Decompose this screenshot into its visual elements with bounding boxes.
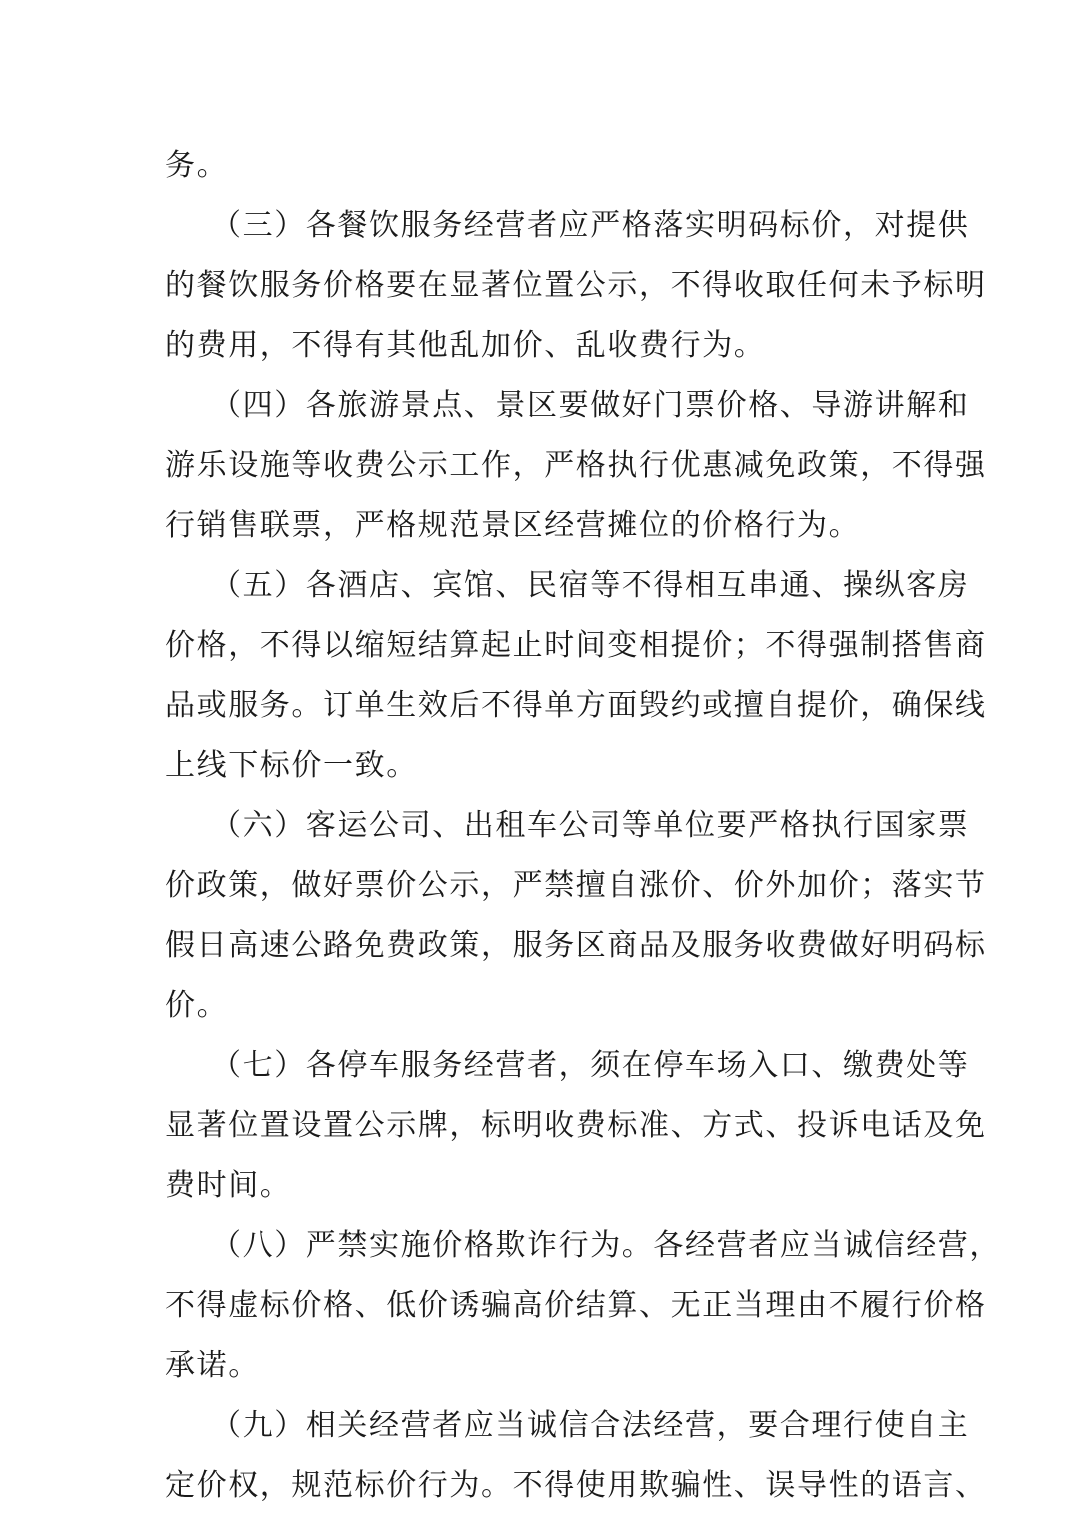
- paragraph-item-3: [165, 196, 987, 376]
- text-line: （八）严禁实施价格欺诈行为。各经营者应当诚信经营，: [211, 1228, 1001, 1263]
- paragraph-item-9: [165, 1396, 987, 1516]
- text-line: 费时间。: [165, 1168, 292, 1203]
- text-line: 上线下标价一致。: [165, 748, 418, 783]
- paragraph-continuation: [165, 136, 913, 196]
- text-line: （七）各停车服务经营者，须在停车场入口、缴费处等: [211, 1048, 970, 1083]
- text-line: 行销售联票，严格规范景区经营摊位的价格行为。: [165, 508, 861, 543]
- text-line: 价政策，做好票价公示，严禁擅自涨价、价外加价；落实节: [165, 868, 987, 903]
- text-line: 假日高速公路免费政策，服务区商品及服务收费做好明码标: [165, 928, 987, 963]
- text-line: 显著位置设置公示牌，标明收费标准、方式、投诉电话及免: [165, 1108, 987, 1143]
- text-line: 定价权，规范标价行为。不得使用欺骗性、误导性的语言、: [165, 1468, 987, 1503]
- text-line: （六）客运公司、出租车公司等单位要严格执行国家票: [211, 808, 970, 843]
- text-line: （九）相关经营者应当诚信合法经营，要合理行使自主: [211, 1408, 970, 1443]
- text-line: 不得虚标价格、低价诱骗高价结算、无正当理由不履行价格: [165, 1288, 987, 1323]
- text-line: 游乐设施等收费公示工作，严格执行优惠减免政策，不得强: [165, 448, 987, 483]
- text-line: 价格，不得以缩短结算起止时间变相提价；不得强制搭售商: [165, 628, 987, 663]
- paragraph-item-7: [165, 1036, 987, 1216]
- paragraph-item-4: [165, 376, 987, 556]
- text-line: 品或服务。订单生效后不得单方面毁约或擅自提价，确保线: [165, 688, 987, 723]
- text-line: （五）各酒店、宾馆、民宿等不得相互串通、操纵客房: [211, 568, 970, 603]
- text-line: 务。: [165, 148, 229, 183]
- text-line: 承诺。: [165, 1348, 260, 1383]
- text-line: 的餐饮服务价格要在显著位置公示，不得收取任何未予标明: [165, 268, 987, 303]
- text-line: （三）各餐饮服务经营者应严格落实明码标价，对提供: [211, 208, 970, 243]
- text-line: 价。: [165, 988, 229, 1023]
- text-line: 的费用，不得有其他乱加价、乱收费行为。: [165, 328, 766, 363]
- paragraph-item-5: [165, 556, 987, 796]
- document-body: [165, 136, 1001, 1516]
- paragraph-item-6: [165, 796, 987, 1036]
- text-line: （四）各旅游景点、景区要做好门票价格、导游讲解和: [211, 388, 970, 423]
- paragraph-item-8: [165, 1216, 1001, 1396]
